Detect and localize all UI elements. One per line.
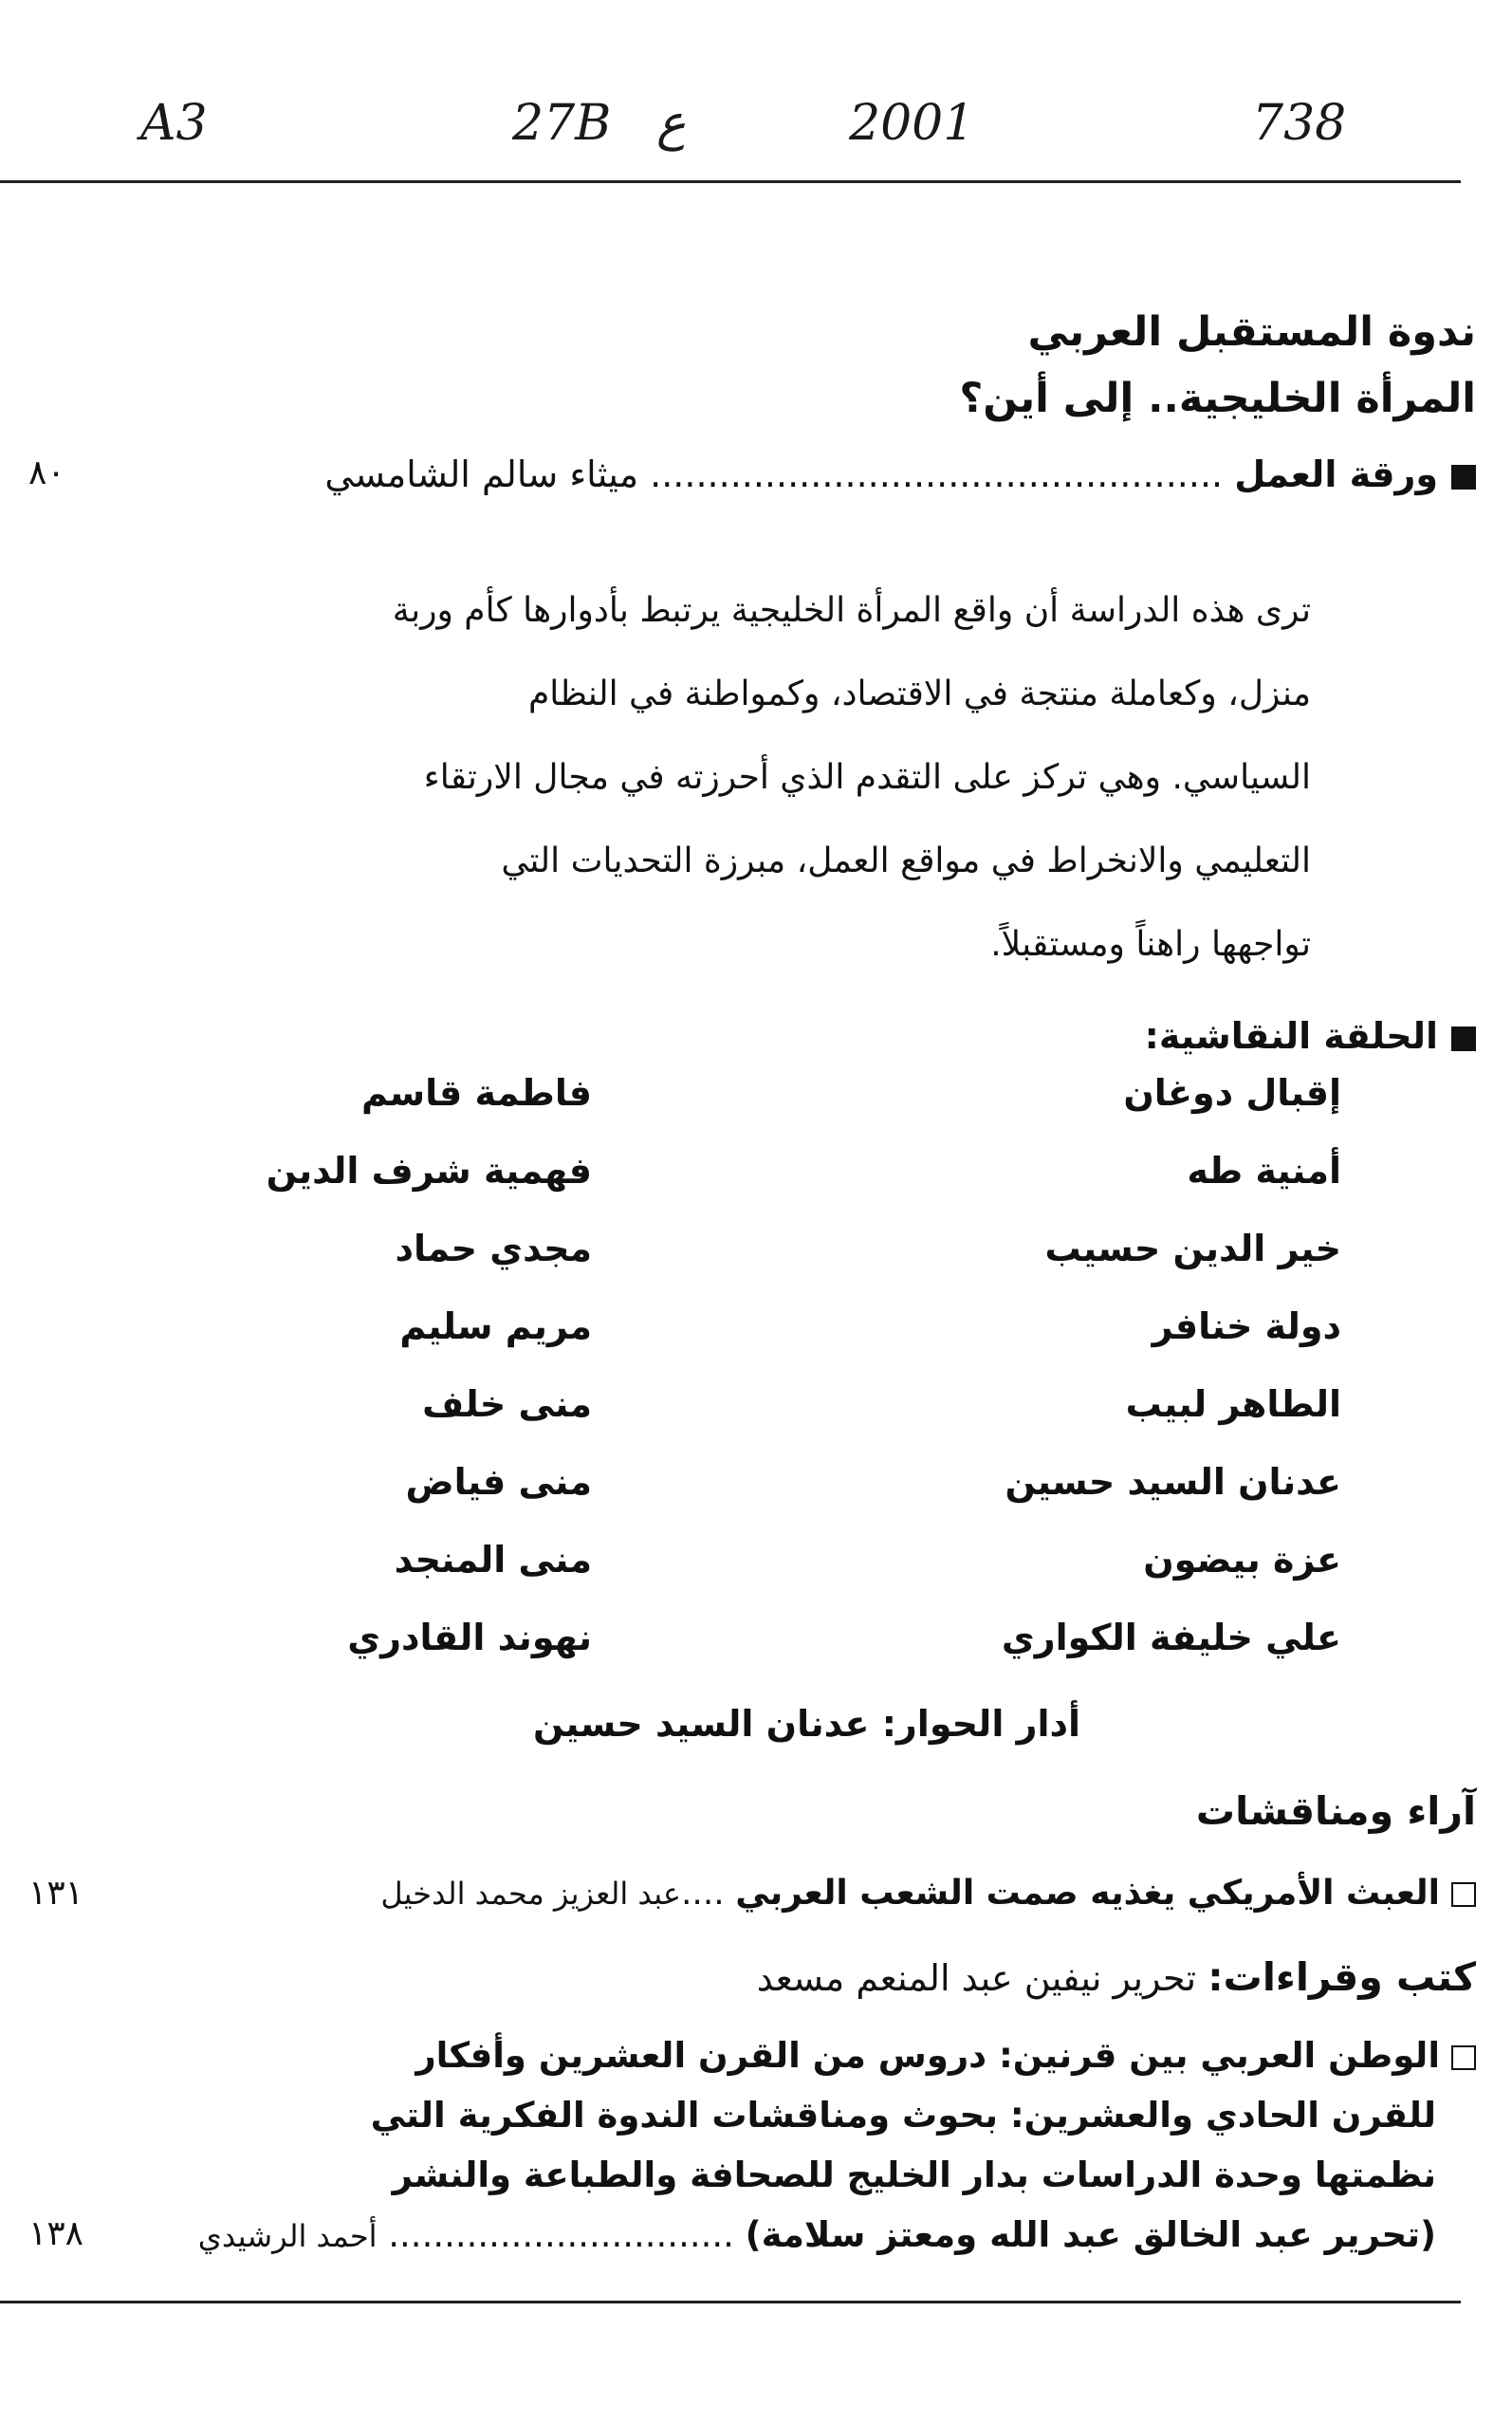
abstract-line: منزل، وكعاملة منتجة في الاقتصاد، وكمواطنة في النظام [527,675,1311,713]
books-line [415,2035,1476,2076]
paper-label: ورقة العمل [1234,453,1438,495]
participant-name: منى المنجد [394,1539,592,1581]
opinions-author: عبد العزيز محمد الدخيل [380,1876,681,1912]
title-symposium: ندوة المستقبل العربي [1027,308,1476,356]
participant-name: علي خليفة الكواري [1001,1617,1341,1658]
participant-name: منى خلف [422,1383,592,1425]
participant-name: عزة بيضون [1143,1539,1341,1581]
books-heading: كتب وقراءات: [1208,1954,1476,2000]
participant-name: عدنان السيد حسين [1005,1461,1341,1503]
abstract-line: تواجهها راهناً ومستقبلاً. [990,925,1311,964]
books-author: أحمد الرشيدي [197,2218,378,2254]
participant-name: دولة خنافر [1152,1305,1341,1347]
abstract-line: ترى هذه الدراسة أن واقع المرأة الخليجية يرتبط بأدوارها كأم وربة [392,591,1311,630]
books-line: نظمتها وحدة الدراسات بدار الخليج للصحافة والطباعة والنشر [392,2155,1436,2195]
handwritten-code-a3: A3 [140,95,208,152]
books-line-text: الوطن العربي بين قرنين: دروس من القرن العشرين وأفكار [415,2035,1440,2076]
participant-name: مريم سليم [399,1305,592,1347]
participant-name: أمنية طه [1187,1150,1341,1192]
opinions-entry [380,1874,1476,1913]
opinions-heading: آراء ومناقشات [1195,1788,1476,1834]
handwritten-number: 738 [1252,95,1347,152]
participant-name: خير الدين حسيب [1044,1228,1341,1269]
participant-name: منى فياض [405,1461,592,1503]
leader-dots: ............................... [388,2214,734,2255]
handwritten-code-27b: 27B [512,95,612,152]
participant-name: فاطمة قاسم [360,1072,592,1114]
books-line-last [198,2214,1436,2255]
moderator-line: أدار الحوار: عدنان السيد حسين [532,1703,1080,1745]
abstract [249,569,1311,987]
paper-author: ميثاء سالم الشامسي [324,453,639,495]
participant-name: مجدي حماد [395,1228,592,1269]
books-line-text: (تحرير عبد الخالق عبد الله ومعتز سلامة) [745,2214,1436,2255]
books-line: للقرن الحادي والعشرين: بحوث ومناقشات الندوة الفكرية التي [370,2095,1436,2136]
panel-heading [1145,1015,1476,1057]
opinions-page-number: ١٣١ [28,1874,84,1913]
abstract-line: التعليمي والانخراط في مواقع العمل، مبرزة التحديات التي [501,842,1311,880]
participant-name: الطاهر لبيب [1125,1383,1341,1425]
books-page-number: ١٣٨ [28,2214,84,2253]
handwritten-letter: ع [656,95,687,152]
opinions-title: العبث الأمريكي يغذيه صمت الشعب العربي [735,1874,1440,1913]
top-rule [0,180,1461,183]
square-bullet-icon [1451,1027,1476,1051]
leader-dots: .................................................. [650,453,1224,495]
title-topic: المرأة الخليجية.. إلى أين؟ [959,375,1476,422]
bottom-rule [0,2301,1461,2303]
books-editor: تحرير نيفين عبد المنعم مسعد [756,1957,1197,1999]
paper-entry [324,453,1476,495]
abstract-line: السياسي. وهي تركز على التقدم الذي أحرزته في مجال الارتقاء [423,758,1311,797]
square-bullet-icon [1451,465,1476,490]
participant-name: نهوند القادري [347,1617,592,1658]
participant-name: فهمية شرف الدين [266,1150,592,1192]
books-heading-line [757,1954,1476,2000]
handwritten-year: 2001 [849,95,975,152]
participant-name: إقبال دوغان [1123,1072,1341,1114]
leader-dots: .... [680,1874,725,1913]
checkbox-bullet-icon [1451,1882,1476,1907]
paper-page-number: ٨٠ [28,453,65,492]
panel-label: الحلقة النقاشية: [1144,1015,1438,1057]
checkbox-bullet-icon [1451,2045,1476,2070]
